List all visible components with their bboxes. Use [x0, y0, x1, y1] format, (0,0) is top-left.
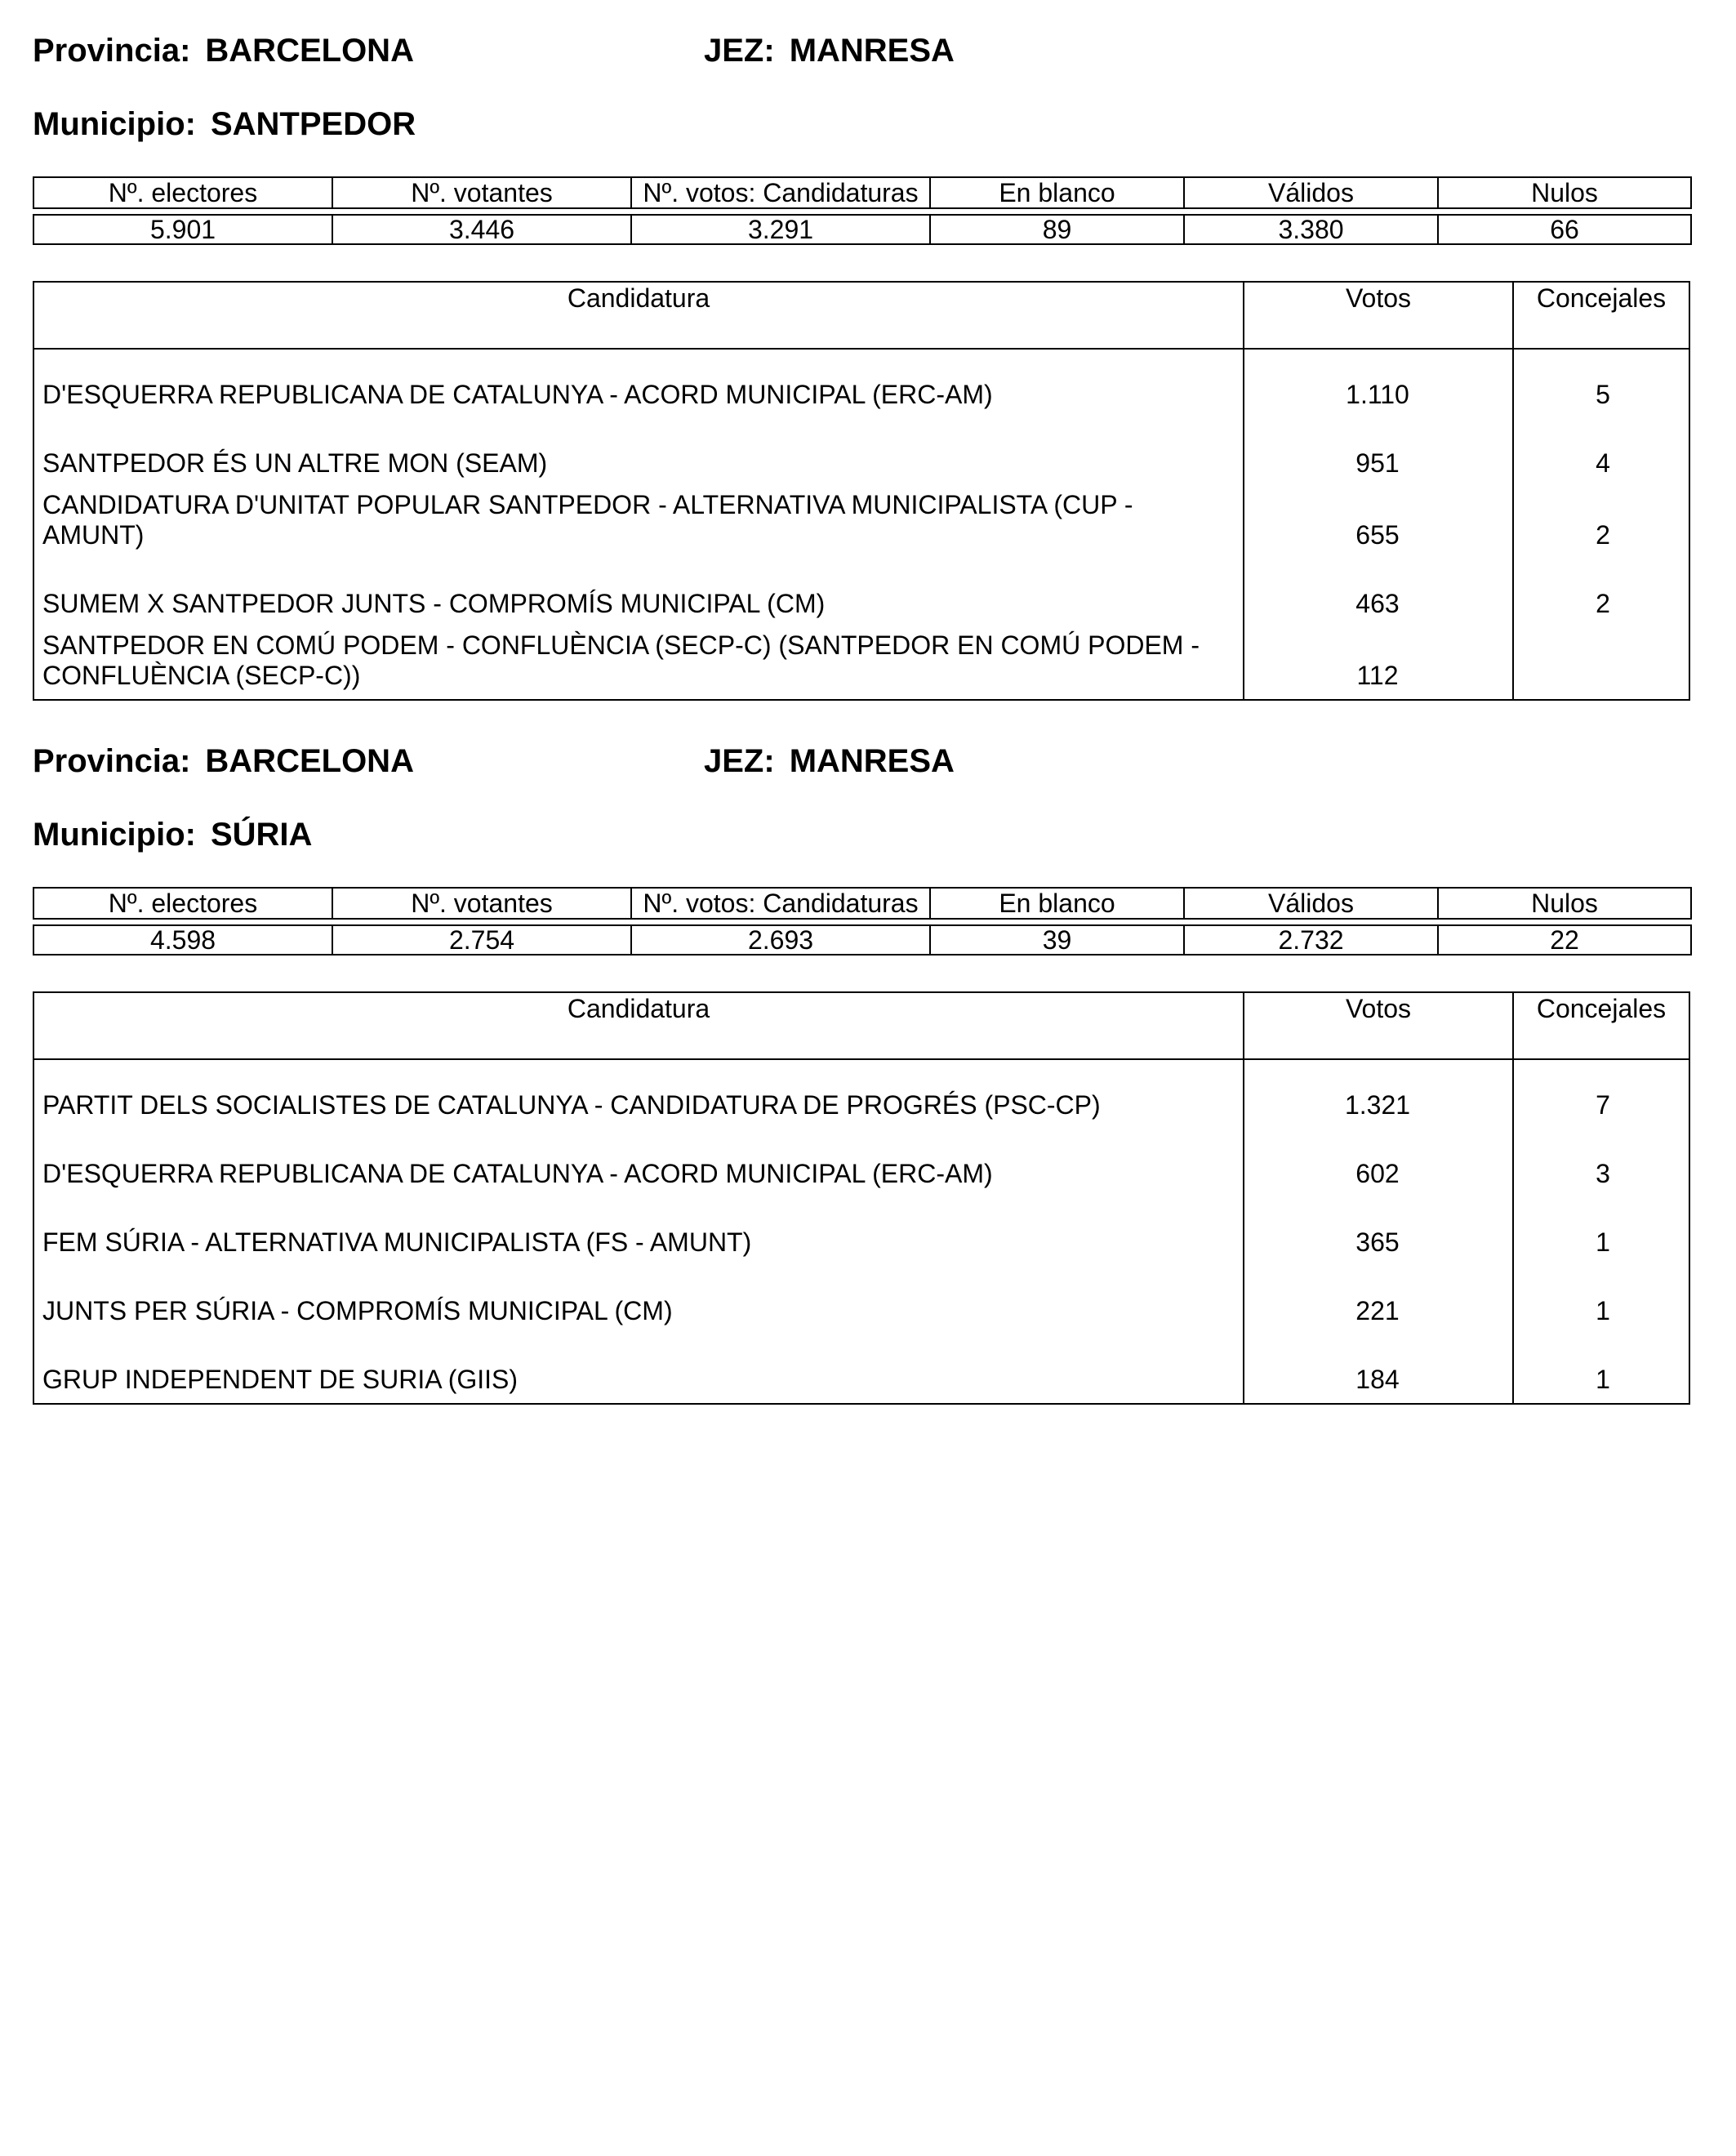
concejales-value: 3 — [1596, 1159, 1610, 1188]
table-row — [34, 627, 1689, 699]
jez-value: MANRESA — [789, 33, 955, 69]
summary-header-cell: Nº. votantes — [332, 888, 631, 919]
candidatura-name: D'ESQUERRA REPUBLICANA DE CATALUNYA - ACORD MUNICIPAL (ERC-AM) — [42, 1159, 993, 1188]
summary-gap — [33, 208, 1691, 215]
results-header-candidatura: Candidatura — [567, 994, 710, 1023]
municipio-value: SANTPEDOR — [210, 106, 416, 142]
summary-value-cell: 39 — [930, 925, 1184, 955]
summary-header-row — [33, 177, 1691, 208]
concejales-value: 1 — [1596, 1365, 1610, 1394]
jez-heading — [704, 742, 955, 781]
summary-value-cell: 3.380 — [1184, 215, 1438, 244]
table-row — [34, 1266, 1689, 1334]
summary-header-cell: En blanco — [930, 888, 1184, 919]
candidatura-name: PARTIT DELS SOCIALISTES DE CATALUNYA - CANDIDATURA DE PROGRÉS (PSC-CP) — [42, 1090, 1101, 1120]
jez-value: MANRESA — [789, 743, 955, 779]
candidatura-name: SANTPEDOR ÉS UN ALTRE MON (SEAM) — [42, 448, 548, 478]
summary-value-cell: 3.291 — [631, 215, 930, 244]
votos-value: 1.321 — [1344, 1090, 1411, 1120]
summary-values-row — [33, 925, 1691, 955]
results-header-votos: Votos — [1345, 283, 1412, 313]
summary-values-row — [33, 215, 1691, 244]
results-table — [33, 281, 1690, 701]
provincia-label: Provincia: — [33, 743, 191, 779]
summary-header-cell: Nulos — [1438, 177, 1691, 208]
votos-value: 112 — [1356, 661, 1399, 690]
jez-label: JEZ: — [704, 33, 775, 69]
jez-heading — [704, 31, 955, 70]
results-header-votos: Votos — [1345, 994, 1412, 1023]
summary-header-row — [33, 888, 1691, 919]
municipio-section — [33, 742, 1690, 1411]
jez-label: JEZ: — [704, 743, 775, 779]
candidatura-name: SANTPEDOR EN COMÚ PODEM - CONFLUÈNCIA (SECP-C) (SANTPEDOR EN COMÚ PODEM - CONFLUÈNCIA (SECP-C)) — [42, 630, 1200, 690]
summary-gap — [33, 919, 1691, 925]
concejales-value: 5 — [1596, 380, 1610, 409]
table-row — [34, 1197, 1689, 1266]
votos-value: 221 — [1355, 1296, 1400, 1325]
results-body — [34, 350, 1689, 699]
concejales-value: 2 — [1596, 520, 1610, 550]
provincia-label: Provincia: — [33, 33, 191, 69]
concejales-value: 1 — [1596, 1227, 1610, 1257]
candidatura-name: FEM SÚRIA - ALTERNATIVA MUNICIPALISTA (FS - AMUNT) — [42, 1227, 752, 1257]
summary-value-cell: 5.901 — [33, 215, 332, 244]
votos-value: 365 — [1355, 1227, 1400, 1257]
summary-value-cell: 2.754 — [332, 925, 631, 955]
summary-header-cell: Nº. electores — [33, 888, 332, 919]
summary-header-cell: Nº. votos: Candidaturas — [631, 177, 930, 208]
municipio-section — [33, 31, 1690, 701]
candidatura-name: D'ESQUERRA REPUBLICANA DE CATALUNYA - ACORD MUNICIPAL (ERC-AM) — [42, 380, 993, 409]
summary-header-cell: Válidos — [1184, 888, 1438, 919]
municipio-label: Municipio: — [33, 106, 196, 142]
concejales-value: 4 — [1596, 448, 1610, 478]
candidatura-name: CANDIDATURA D'UNITAT POPULAR SANTPEDOR - ALTERNATIVA MUNICIPALISTA (CUP - AMUNT) — [42, 490, 1133, 550]
summary-value-cell: 89 — [930, 215, 1184, 244]
table-row — [34, 418, 1689, 487]
summary-header-cell: Nº. electores — [33, 177, 332, 208]
results-header-row — [34, 993, 1689, 1060]
results-body — [34, 1060, 1689, 1403]
provincia-heading — [33, 31, 414, 70]
summary-value-cell: 2.732 — [1184, 925, 1438, 955]
votos-value: 1.110 — [1346, 380, 1409, 409]
municipio-heading — [33, 105, 416, 144]
concejales-value: 1 — [1596, 1296, 1610, 1325]
results-header-candidatura: Candidatura — [567, 283, 710, 313]
summary-value-cell: 66 — [1438, 215, 1691, 244]
municipio-heading — [33, 815, 312, 854]
results-header-concejales: Concejales — [1536, 994, 1667, 1023]
concejales-value: 2 — [1596, 589, 1610, 618]
votos-value: 184 — [1355, 1365, 1400, 1394]
votos-value: 655 — [1355, 520, 1400, 550]
summary-value-cell: 4.598 — [33, 925, 332, 955]
provincia-value: BARCELONA — [205, 33, 414, 69]
summary-header-cell: Nº. votantes — [332, 177, 631, 208]
table-row — [34, 1060, 1689, 1129]
candidatura-name: SUMEM X SANTPEDOR JUNTS - COMPROMÍS MUNICIPAL (CM) — [42, 589, 826, 618]
summary-table — [33, 176, 1692, 245]
summary-header-cell: Nº. votos: Candidaturas — [631, 888, 930, 919]
summary-header-cell: En blanco — [930, 177, 1184, 208]
table-row — [34, 487, 1689, 559]
votos-value: 602 — [1355, 1159, 1400, 1188]
concejales-value: 7 — [1596, 1090, 1610, 1120]
table-row — [34, 350, 1689, 418]
summary-table — [33, 887, 1692, 956]
municipio-value: SÚRIA — [210, 817, 313, 853]
municipio-label: Municipio: — [33, 817, 196, 853]
summary-header-cell: Válidos — [1184, 177, 1438, 208]
summary-header-cell: Nulos — [1438, 888, 1691, 919]
summary-value-cell: 3.446 — [332, 215, 631, 244]
table-row — [34, 1129, 1689, 1197]
votos-value: 951 — [1355, 448, 1400, 478]
provincia-value: BARCELONA — [205, 743, 414, 779]
provincia-heading — [33, 742, 414, 781]
candidatura-name: JUNTS PER SÚRIA - COMPROMÍS MUNICIPAL (CM) — [42, 1296, 673, 1325]
results-header-concejales: Concejales — [1536, 283, 1667, 313]
summary-value-cell: 2.693 — [631, 925, 930, 955]
candidatura-name: GRUP INDEPENDENT DE SURIA (GIIS) — [42, 1365, 519, 1394]
votos-value: 463 — [1355, 589, 1400, 618]
table-row — [34, 559, 1689, 627]
results-header-row — [34, 283, 1689, 350]
summary-value-cell: 22 — [1438, 925, 1691, 955]
results-table — [33, 991, 1690, 1405]
table-row — [34, 1334, 1689, 1403]
